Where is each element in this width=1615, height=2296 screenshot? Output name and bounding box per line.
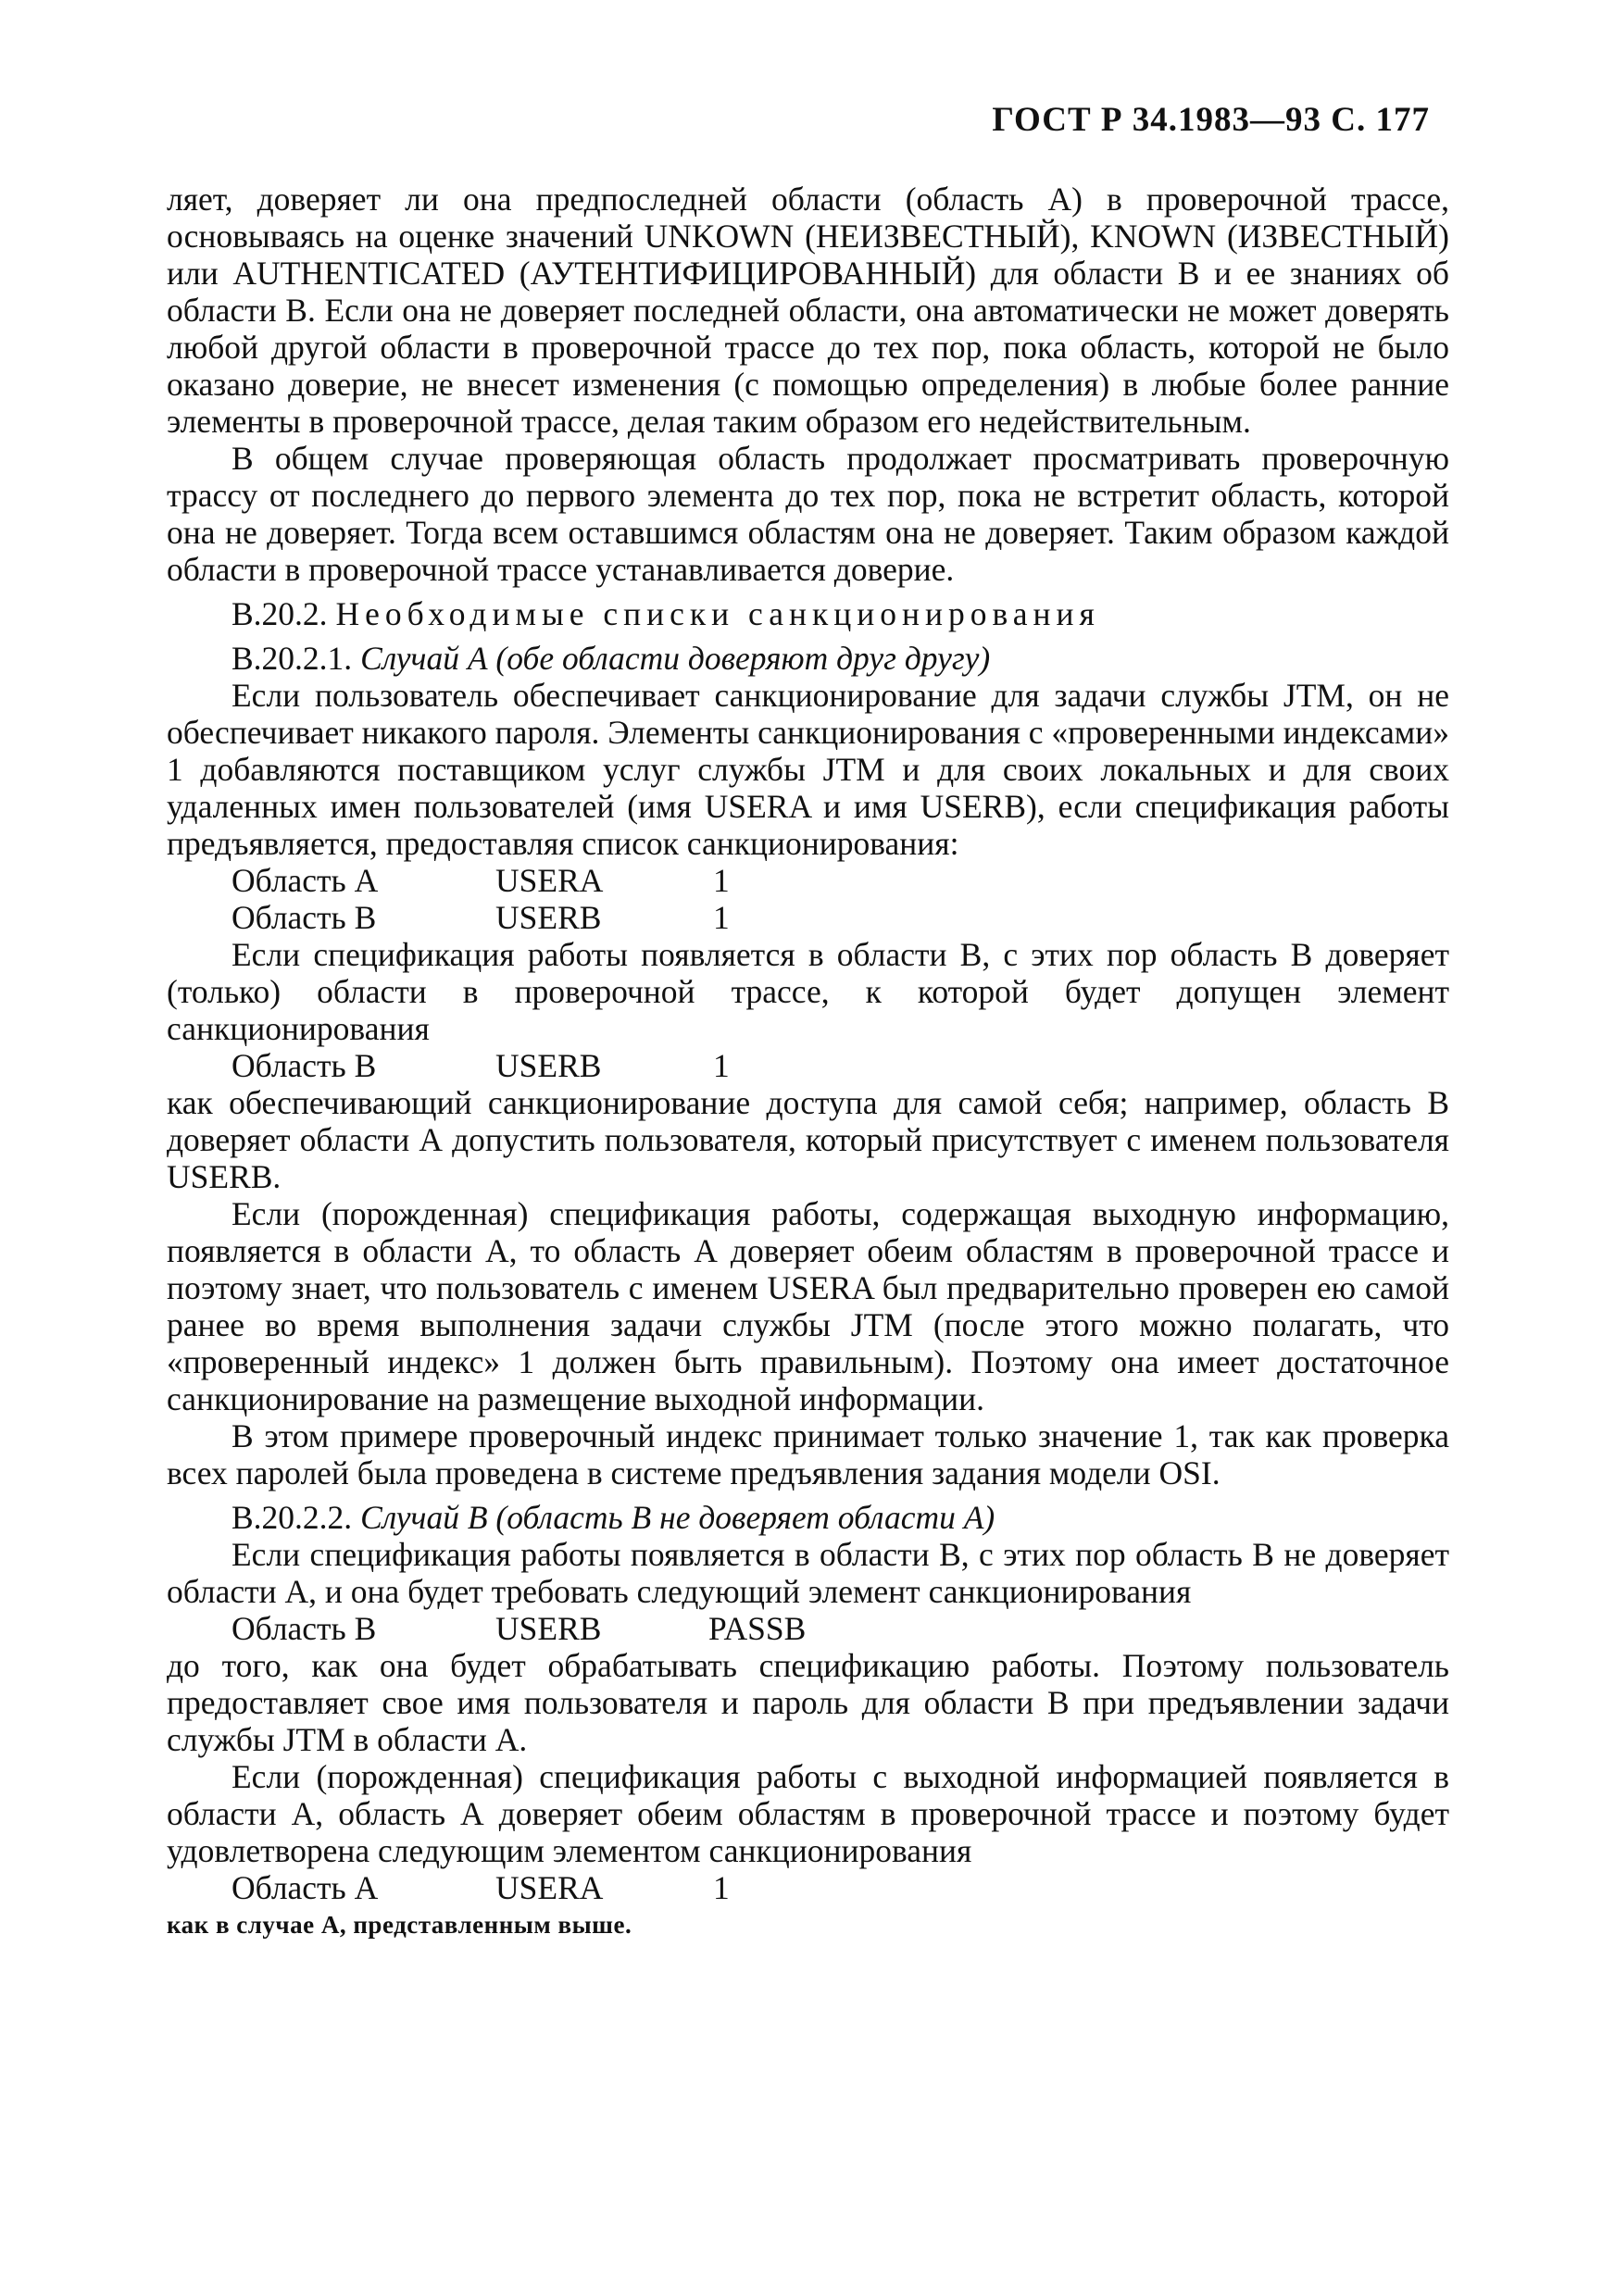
auth-entry-row bbox=[167, 899, 1449, 936]
paragraph-closing-note: как в случае А, представленным выше. bbox=[167, 1911, 632, 1939]
section-heading bbox=[167, 595, 1449, 632]
subsection-number: В.20.2.1. bbox=[232, 640, 353, 677]
paragraph-case-b-output: Если (порожденная) спецификация работы с выходной информацией появляется в области А, область А доверяет обеим областям в проверочной трассе и поэтому будет удовлетворена следующим элементом санкционирования bbox=[167, 1758, 1449, 1869]
paragraph-case-a-index: В этом примере проверочный индекс принимает только значение 1, так как проверка всех паролей была проведена в системе предъявления задания модели OSI. bbox=[167, 1417, 1449, 1491]
index-cell: 1 bbox=[713, 1047, 730, 1084]
area-cell: Область В bbox=[232, 1610, 377, 1647]
area-cell: Область В bbox=[232, 1047, 377, 1084]
user-cell: USERA bbox=[495, 1869, 604, 1906]
paragraph-case-b-process: до того, как она будет обрабатывать спецификацию работы. Поэтому пользователь предоставляет свое имя пользователя и пароль для области В при предъявлении задачи службы JTM в области А. bbox=[167, 1647, 1449, 1758]
paragraph-case-a-area-b: Если спецификация работы появляется в области В, с этих пор область В доверяет (только) области в проверочной трассе, к которой будет допущен элемент санкционирования bbox=[167, 936, 1449, 1047]
index-cell: 1 bbox=[713, 1869, 730, 1906]
auth-entry-row bbox=[167, 1047, 1449, 1084]
paragraph-continuation: ляет, доверяет ли она предпоследней области (область А) в проверочной трассе, основываясь на оценке значений UNKOWN (НЕИЗВЕСТНЫЙ), KNOWN (ИЗВЕСТНЫЙ) или AUTHENTICATED (АУТЕНТИФИЦИРОВАННЫЙ) для области В и ее знаниях об области В. Если она не доверяет последней области, она автоматически не может доверять любой другой области в проверочной трассе до тех пор, пока область, которой не было оказано доверие, не внесет изменения (с помощью определения) в любые более ранние элементы в проверочной трассе, делая таким образом его недействительным. bbox=[167, 181, 1449, 440]
password-cell: PASSB bbox=[708, 1610, 807, 1647]
user-cell: USERB bbox=[495, 899, 602, 936]
paragraph-case-a-intro: Если пользователь обеспечивает санкционирование для задачи службы JTM, он не обеспечивает никакого пароля. Элементы санкционирования с «проверенными индексами» 1 добавляются поставщиком услуг службы JTM и для своих локальных и для своих удаленных имен пользователей (имя USERA и имя USERB), если спецификация работы предъявляется, предоставляя список санкционирования: bbox=[167, 677, 1450, 862]
auth-entry-row bbox=[167, 862, 1449, 899]
user-cell: USERA bbox=[495, 862, 604, 899]
subsection-number: В.20.2.2. bbox=[232, 1499, 353, 1536]
section-title: Необходимые списки санкционирования bbox=[335, 595, 1100, 632]
subsection-heading-case-a bbox=[167, 640, 1449, 677]
paragraph-case-b-intro: Если спецификация работы появляется в области В, с этих пор область В не доверяет области А, и она будет требовать следующий элемент санкционирования bbox=[167, 1536, 1449, 1610]
index-cell: 1 bbox=[713, 899, 730, 936]
paragraph-trust-general: В общем случае проверяющая область продолжает просматривать проверочную трассу от последнего до первого элемента до тех пор, пока не встретит область, которой она не доверяет. Тогда всем оставшимся областям она не доверяет. Таким образом каждой области в проверочной трассе устанавливается доверие. bbox=[167, 440, 1449, 588]
subsection-heading-case-b bbox=[167, 1499, 1449, 1536]
area-cell: Область В bbox=[232, 899, 377, 936]
section-number: В.20.2. bbox=[232, 595, 328, 632]
auth-entry-row bbox=[167, 1869, 1449, 1906]
index-cell: 1 bbox=[713, 862, 730, 899]
paragraph-case-a-output: Если (порожденная) спецификация работы, содержащая выходную информацию, появляется в области А, то область А доверяет обеим областям в проверочной трассе и поэтому знает, что пользователь с именем USERA был предварительно проверен ею самой ранее во время выполнения задачи службы JTM (после этого можно полагать, что «проверенный индекс» 1 должен быть правильным). Поэтому она имеет достаточное санкционирование на размещение выходной информации. bbox=[167, 1195, 1449, 1417]
subsection-title: Случай А (обе области доверяют друг другу) bbox=[360, 640, 991, 677]
document-body bbox=[167, 181, 1449, 1943]
area-cell: Область А bbox=[232, 1869, 379, 1906]
user-cell: USERB bbox=[495, 1047, 602, 1084]
user-cell: USERB bbox=[495, 1610, 602, 1647]
auth-entry-row bbox=[167, 1610, 1449, 1647]
subsection-title: Случай В (область В не доверяет области А) bbox=[360, 1499, 995, 1536]
area-cell: Область А bbox=[232, 862, 379, 899]
paragraph-case-a-access: как обеспечивающий санкционирование доступа для самой себя; например, область В доверяет области А допустить пользователя, который присутствует с именем пользователя USERB. bbox=[167, 1084, 1449, 1195]
running-header: ГОСТ Р 34.1983—93 С. 177 bbox=[992, 101, 1430, 139]
